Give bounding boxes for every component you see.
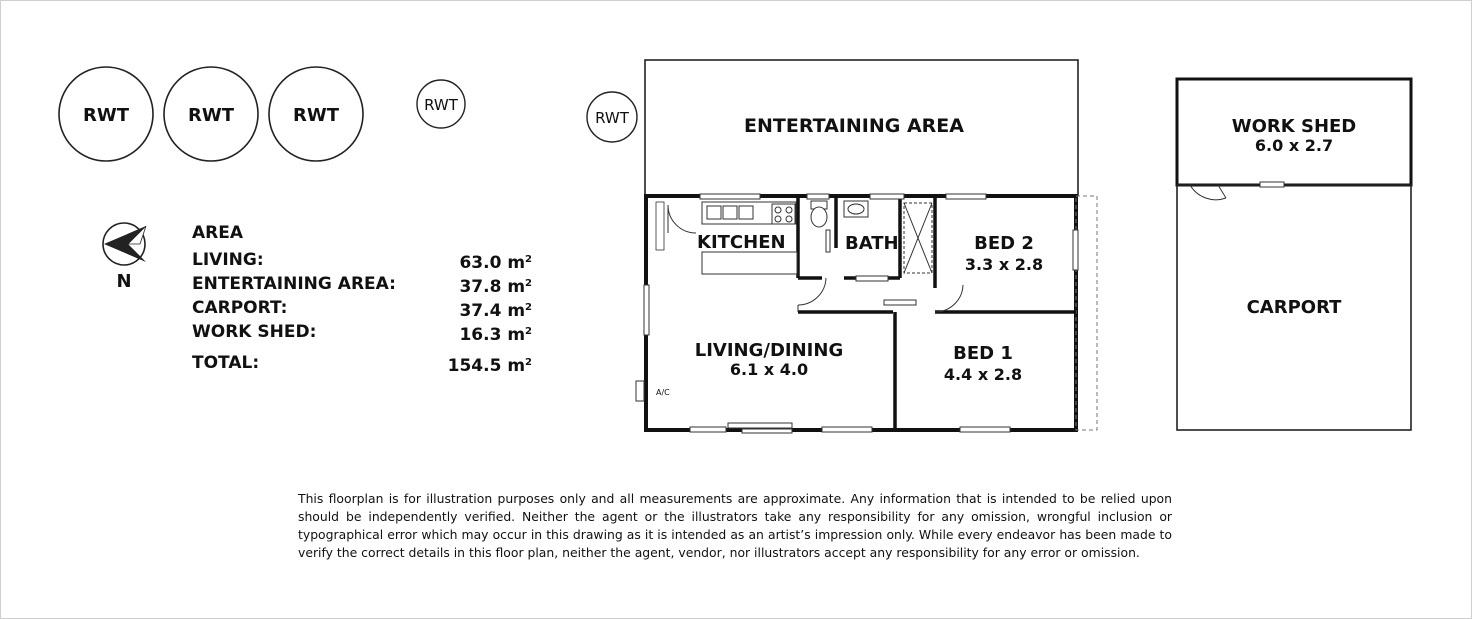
workshed-dimensions: 6.0 x 2.7: [1254, 136, 1334, 155]
workshed-window: [1260, 182, 1284, 187]
area-row: [192, 272, 532, 296]
kitchen-label: KITCHEN: [697, 232, 786, 253]
area-total-value: 154.5 $m^2$: [447, 356, 532, 376]
rainwater-tank: [269, 67, 363, 161]
ac-unit: [636, 381, 644, 401]
entertaining-area-label: ENTERTAINING AREA: [744, 115, 964, 137]
tank-label: RWT: [83, 105, 129, 126]
area-row-value: 16.3 $m^2$: [459, 325, 532, 345]
area-row: [192, 296, 532, 320]
area-row-value: 37.4 $m^2$: [459, 301, 532, 321]
carport-label: CARPORT: [1246, 297, 1342, 318]
north-label: N: [116, 271, 132, 292]
rainwater-tank: [59, 67, 153, 161]
area-total-row: [192, 351, 532, 375]
workshed-label: WORK SHED: [1231, 116, 1357, 137]
area-summary: [192, 222, 532, 375]
living-dining-label: LIVING/DINING: [694, 340, 844, 361]
area-row-label: ENTERTAINING AREA:: [192, 274, 396, 294]
area-row-label: CARPORT:: [192, 298, 288, 318]
tank-label: RWT: [293, 105, 339, 126]
ac-label: A/C: [656, 388, 670, 397]
area-row-label: WORK SHED:: [192, 322, 317, 342]
rainwater-tank: [164, 67, 258, 161]
bed2-dimensions: 3.3 x 2.8: [964, 255, 1044, 274]
compass-icon: [103, 223, 146, 292]
bed2-label: BED 2: [974, 233, 1034, 254]
rainwater-tank: [417, 80, 465, 128]
tank-label: RWT: [424, 96, 458, 114]
area-total-label: TOTAL:: [192, 353, 260, 373]
interior-walls: [798, 196, 1076, 430]
veranda-outline: [1076, 196, 1097, 430]
workshed-door: [1190, 185, 1226, 200]
area-row-value: 37.8 $m^2$: [459, 277, 532, 297]
tank-label: RWT: [595, 109, 629, 127]
area-title: AREA: [192, 223, 244, 243]
area-row: [192, 248, 532, 272]
bath-label: BATH: [845, 233, 899, 254]
area-row: [192, 320, 532, 344]
bed1-label: BED 1: [953, 343, 1013, 364]
bed1-dimensions: 4.4 x 2.8: [943, 365, 1023, 384]
disclaimer-text: This floorplan is for illustration purposes only and all measurements are approximate. Any information that is intended to be relied upon should be independently verified. Neither the agent or the illustrators take any responsibility for any omission, wrongful inclusion or typographical error which may occur in this drawing as it is intended as an artist’s impression only. While every endeavor has been made to verify the correct details in this floor plan, neither the agent, vendor, nor illustrators accept any responsibility for any error or omission.: [298, 491, 1172, 560]
area-row-value: 63.0 $m^2$: [459, 253, 532, 273]
living-dining-dimensions: 6.1 x 4.0: [729, 360, 809, 379]
tank-label: RWT: [188, 105, 234, 126]
area-row-label: LIVING:: [192, 250, 264, 270]
rainwater-tank: [587, 92, 637, 142]
